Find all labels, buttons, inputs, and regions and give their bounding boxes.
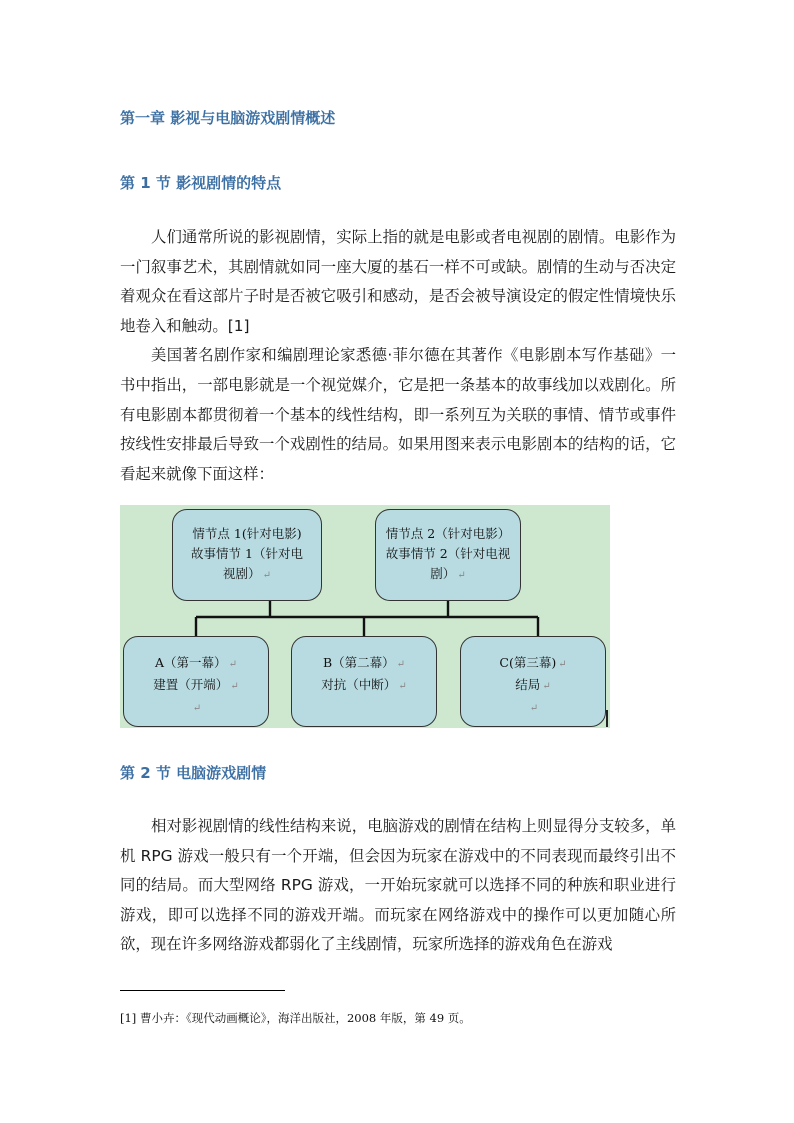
box-line: 建置（开端） ↵ xyxy=(153,677,239,692)
paragraph: 人们通常所说的影视剧情，实际上指的就是电影或者电视剧的剧情。电影作为一门叙事艺术，其剧情就如同一座大厦的基石一样不可或缺。剧情的生动与否决定着观众在看这部片子时是否被它吸引和感动，是否会被导演设定的假定性情境快乐地卷入和触动。[1] xyxy=(120,228,676,335)
plot-structure-diagram xyxy=(120,505,610,728)
box-line: 视剧） ↵ xyxy=(223,566,271,581)
box-line: 结局 ↵ xyxy=(515,677,551,692)
box-line: B（第二幕） ↵ xyxy=(322,655,406,670)
section-1-title: 第 1 节 影视剧情的特点 xyxy=(120,174,282,192)
paragraph: 相对影视剧情的线性结构来说，电脑游戏的剧情在结构上则显得分支较多，单机 RPG 游戏一般只有一个开端，但会因为玩家在游戏中的不同表现而最终引出不同的结局。而大型网络 RPG 游戏，一开始玩家就可以选择不同的种族和职业进行游戏，即可以选择不同的游戏开端。而玩家在网络游戏中的操作可以更加随心所欲，现在许多网络游戏都弱化了主线剧情，玩家所选择的游戏角色在游戏 xyxy=(120,817,676,954)
box-line: ↵ xyxy=(192,703,202,714)
box-line: 对抗（中断） ↵ xyxy=(321,677,407,692)
act-b-box xyxy=(291,636,437,727)
box-line: C(第三幕) ↵ xyxy=(499,655,567,670)
section-2-body xyxy=(120,812,676,960)
box-line: 情节点 2（针对电影） xyxy=(385,526,511,541)
footnote: [1] 曹小卉：《现代动画概论》，海洋出版社，2008 年版，第 49 页。 xyxy=(120,1011,471,1025)
footnote-separator xyxy=(120,990,285,991)
section-2-title: 第 2 节 电脑游戏剧情 xyxy=(120,764,267,782)
chapter-title: 第一章 影视与电脑游戏剧情概述 xyxy=(120,109,336,127)
plot-point-1-box xyxy=(172,509,322,601)
box-line: 剧） ↵ xyxy=(430,566,466,581)
box-line: ↵ xyxy=(529,703,539,714)
paragraph: 美国著名剧作家和编剧理论家悉德·菲尔德在其著作《电影剧本写作基础》一书中指出，一部电影就是一个视觉媒介，它是把一条基本的故事线加以戏剧化。所有电影剧本都贯彻着一个基本的线性结构，即一系列互为关联的事情、情节或事件按线性安排最后导致一个戏剧性的结局。如果用图来表示电影剧本的结构的话，它看起来就像下面这样： xyxy=(120,346,676,483)
box-line: 故事情节 2（针对电视 xyxy=(385,546,511,561)
act-c-box xyxy=(460,636,606,727)
box-line: 情节点 1(针对电影) xyxy=(192,526,302,541)
section-1-body xyxy=(120,223,676,489)
box-line: A（第一幕） ↵ xyxy=(155,655,237,670)
box-line: 故事情节 1（针对电 xyxy=(191,546,303,561)
plot-point-2-box xyxy=(375,509,521,601)
edge-mark xyxy=(606,710,608,727)
act-a-box xyxy=(123,636,269,727)
